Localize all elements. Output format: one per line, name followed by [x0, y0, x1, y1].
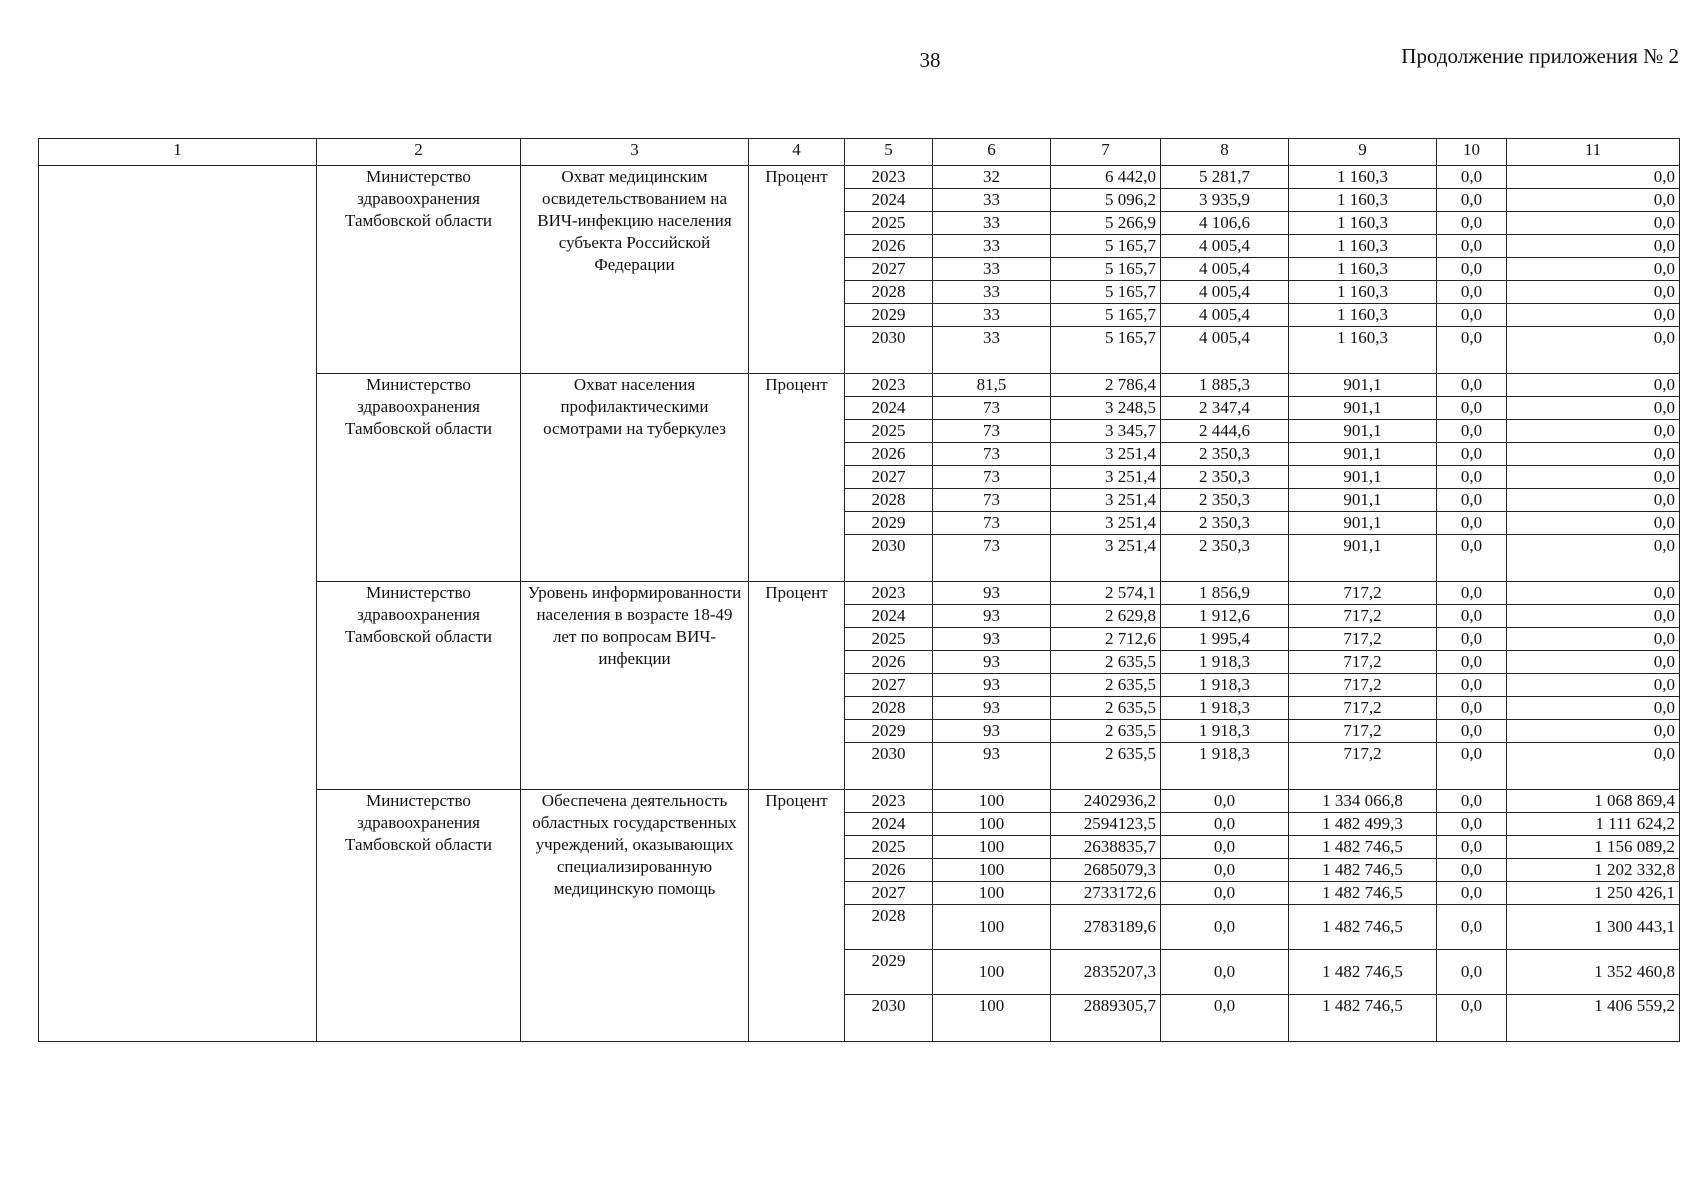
local-budget-cell: 0,0 — [1437, 582, 1507, 605]
table-body — [39, 166, 1680, 1042]
unit-cell: Процент — [749, 374, 845, 582]
local-budget-cell: 0,0 — [1437, 950, 1507, 995]
indicator-value-cell: 33 — [933, 281, 1051, 304]
column-header: 10 — [1437, 139, 1507, 166]
regional-budget-cell: 901,1 — [1289, 512, 1437, 535]
regional-budget-cell: 901,1 — [1289, 535, 1437, 582]
federal-budget-cell: 1 918,3 — [1161, 674, 1289, 697]
total-amount-cell: 5 165,7 — [1051, 327, 1161, 374]
total-amount-cell: 2 635,5 — [1051, 651, 1161, 674]
year-cell: 2027 — [845, 882, 933, 905]
year-cell: 2026 — [845, 859, 933, 882]
regional-budget-cell: 1 482 746,5 — [1289, 859, 1437, 882]
local-budget-cell: 0,0 — [1437, 720, 1507, 743]
total-amount-cell: 3 251,4 — [1051, 535, 1161, 582]
regional-budget-cell: 1 160,3 — [1289, 258, 1437, 281]
total-amount-cell: 5 096,2 — [1051, 189, 1161, 212]
unit-cell: Процент — [749, 790, 845, 1042]
year-cell: 2028 — [845, 281, 933, 304]
regional-budget-cell: 901,1 — [1289, 397, 1437, 420]
total-amount-cell: 2 574,1 — [1051, 582, 1161, 605]
org-cell: Министерство здравоохранения Тамбовской области — [317, 790, 521, 1042]
other-sources-cell: 0,0 — [1507, 466, 1680, 489]
federal-budget-cell: 2 350,3 — [1161, 443, 1289, 466]
federal-budget-cell: 1 995,4 — [1161, 628, 1289, 651]
federal-budget-cell: 4 005,4 — [1161, 327, 1289, 374]
local-budget-cell: 0,0 — [1437, 304, 1507, 327]
indicator-value-cell: 73 — [933, 512, 1051, 535]
other-sources-cell: 0,0 — [1507, 720, 1680, 743]
total-amount-cell: 2889305,7 — [1051, 995, 1161, 1042]
local-budget-cell: 0,0 — [1437, 605, 1507, 628]
federal-budget-cell: 1 918,3 — [1161, 720, 1289, 743]
other-sources-cell: 0,0 — [1507, 397, 1680, 420]
indicator-value-cell: 81,5 — [933, 374, 1051, 397]
year-cell: 2024 — [845, 189, 933, 212]
federal-budget-cell: 1 918,3 — [1161, 743, 1289, 790]
table-row — [39, 166, 1680, 189]
indicator-name-cell: Обеспечена деятельность областных государственных учреждений, оказывающих специализированную медицинскую помощь — [521, 790, 749, 1042]
regional-budget-cell: 717,2 — [1289, 582, 1437, 605]
total-amount-cell: 5 165,7 — [1051, 304, 1161, 327]
indicator-value-cell: 33 — [933, 189, 1051, 212]
year-cell: 2023 — [845, 790, 933, 813]
page-number: 38 — [919, 48, 941, 72]
local-budget-cell: 0,0 — [1437, 374, 1507, 397]
federal-budget-cell: 1 856,9 — [1161, 582, 1289, 605]
indicator-value-cell: 100 — [933, 950, 1051, 995]
total-amount-cell: 2 635,5 — [1051, 697, 1161, 720]
other-sources-cell: 0,0 — [1507, 374, 1680, 397]
year-cell: 2030 — [845, 327, 933, 374]
year-cell: 2026 — [845, 651, 933, 674]
other-sources-cell: 0,0 — [1507, 281, 1680, 304]
other-sources-cell: 0,0 — [1507, 166, 1680, 189]
federal-budget-cell: 2 444,6 — [1161, 420, 1289, 443]
local-budget-cell: 0,0 — [1437, 813, 1507, 836]
year-cell: 2023 — [845, 374, 933, 397]
federal-budget-cell: 2 350,3 — [1161, 466, 1289, 489]
year-cell: 2029 — [845, 720, 933, 743]
indicator-value-cell: 93 — [933, 582, 1051, 605]
year-cell: 2024 — [845, 397, 933, 420]
column-header: 9 — [1289, 139, 1437, 166]
unit-cell: Процент — [749, 166, 845, 374]
indicator-name-cell: Охват населения профилактическими осмотрами на туберкулез — [521, 374, 749, 582]
regional-budget-cell: 1 482 746,5 — [1289, 882, 1437, 905]
regional-budget-cell: 901,1 — [1289, 489, 1437, 512]
other-sources-cell: 0,0 — [1507, 189, 1680, 212]
year-cell: 2029 — [845, 950, 933, 995]
year-cell: 2024 — [845, 605, 933, 628]
other-sources-cell: 1 406 559,2 — [1507, 995, 1680, 1042]
other-sources-cell: 0,0 — [1507, 258, 1680, 281]
indicator-value-cell: 73 — [933, 420, 1051, 443]
local-budget-cell: 0,0 — [1437, 836, 1507, 859]
federal-budget-cell: 0,0 — [1161, 882, 1289, 905]
regional-budget-cell: 1 160,3 — [1289, 212, 1437, 235]
federal-budget-cell: 5 281,7 — [1161, 166, 1289, 189]
column-header: 7 — [1051, 139, 1161, 166]
regional-budget-cell: 1 482 746,5 — [1289, 836, 1437, 859]
total-amount-cell: 3 251,4 — [1051, 466, 1161, 489]
regional-budget-cell: 1 482 746,5 — [1289, 950, 1437, 995]
year-cell: 2023 — [845, 166, 933, 189]
indicator-value-cell: 93 — [933, 743, 1051, 790]
year-cell: 2026 — [845, 235, 933, 258]
year-cell: 2023 — [845, 582, 933, 605]
federal-budget-cell: 1 918,3 — [1161, 651, 1289, 674]
year-cell: 2028 — [845, 697, 933, 720]
federal-budget-cell: 0,0 — [1161, 905, 1289, 950]
indicator-value-cell: 100 — [933, 995, 1051, 1042]
federal-budget-cell: 0,0 — [1161, 859, 1289, 882]
local-budget-cell: 0,0 — [1437, 535, 1507, 582]
total-amount-cell: 3 251,4 — [1051, 489, 1161, 512]
local-budget-cell: 0,0 — [1437, 995, 1507, 1042]
org-cell: Министерство здравоохранения Тамбовской области — [317, 374, 521, 582]
local-budget-cell: 0,0 — [1437, 166, 1507, 189]
local-budget-cell: 0,0 — [1437, 697, 1507, 720]
total-amount-cell: 2835207,3 — [1051, 950, 1161, 995]
regional-budget-cell: 1 482 746,5 — [1289, 905, 1437, 950]
federal-budget-cell: 4 005,4 — [1161, 281, 1289, 304]
regional-budget-cell: 1 160,3 — [1289, 166, 1437, 189]
regional-budget-cell: 717,2 — [1289, 743, 1437, 790]
indicator-value-cell: 100 — [933, 836, 1051, 859]
total-amount-cell: 2733172,6 — [1051, 882, 1161, 905]
column-header: 5 — [845, 139, 933, 166]
total-amount-cell: 5 165,7 — [1051, 281, 1161, 304]
indicator-value-cell: 73 — [933, 443, 1051, 466]
regional-budget-cell: 1 482 499,3 — [1289, 813, 1437, 836]
page-caption: Продолжение приложения № 2 — [1401, 44, 1679, 68]
regional-budget-cell: 717,2 — [1289, 697, 1437, 720]
local-budget-cell: 0,0 — [1437, 859, 1507, 882]
regional-budget-cell: 1 160,3 — [1289, 304, 1437, 327]
year-cell: 2029 — [845, 304, 933, 327]
federal-budget-cell: 2 350,3 — [1161, 535, 1289, 582]
indicator-value-cell: 93 — [933, 628, 1051, 651]
total-amount-cell: 5 165,7 — [1051, 235, 1161, 258]
org-cell: Министерство здравоохранения Тамбовской области — [317, 582, 521, 790]
total-amount-cell: 2 635,5 — [1051, 743, 1161, 790]
column-header: 6 — [933, 139, 1051, 166]
year-cell: 2025 — [845, 836, 933, 859]
federal-budget-cell: 3 935,9 — [1161, 189, 1289, 212]
federal-budget-cell: 1 918,3 — [1161, 697, 1289, 720]
column-header: 2 — [317, 139, 521, 166]
federal-budget-cell: 0,0 — [1161, 790, 1289, 813]
federal-budget-cell: 1 912,6 — [1161, 605, 1289, 628]
year-cell: 2027 — [845, 674, 933, 697]
other-sources-cell: 0,0 — [1507, 743, 1680, 790]
federal-budget-cell: 0,0 — [1161, 813, 1289, 836]
indicator-name-cell: Уровень информированности населения в возрасте 18-49 лет по вопросам ВИЧ-инфекции — [521, 582, 749, 790]
year-cell: 2030 — [845, 535, 933, 582]
federal-budget-cell: 4 005,4 — [1161, 304, 1289, 327]
indicator-value-cell: 73 — [933, 466, 1051, 489]
indicator-value-cell: 33 — [933, 212, 1051, 235]
year-cell: 2030 — [845, 995, 933, 1042]
indicator-value-cell: 73 — [933, 489, 1051, 512]
other-sources-cell: 0,0 — [1507, 651, 1680, 674]
regional-budget-cell: 1 482 746,5 — [1289, 995, 1437, 1042]
indicator-name-cell: Охват медицинским освидетельствованием на ВИЧ-инфекцию населения субъекта Российской Федерации — [521, 166, 749, 374]
year-cell: 2027 — [845, 258, 933, 281]
year-cell: 2025 — [845, 420, 933, 443]
total-amount-cell: 6 442,0 — [1051, 166, 1161, 189]
local-budget-cell: 0,0 — [1437, 882, 1507, 905]
regional-budget-cell: 717,2 — [1289, 651, 1437, 674]
regional-budget-cell: 717,2 — [1289, 674, 1437, 697]
other-sources-cell: 0,0 — [1507, 674, 1680, 697]
indicator-value-cell: 93 — [933, 697, 1051, 720]
local-budget-cell: 0,0 — [1437, 790, 1507, 813]
total-amount-cell: 5 165,7 — [1051, 258, 1161, 281]
column-header: 3 — [521, 139, 749, 166]
year-cell: 2030 — [845, 743, 933, 790]
indicator-value-cell: 33 — [933, 235, 1051, 258]
local-budget-cell: 0,0 — [1437, 327, 1507, 374]
total-amount-cell: 2638835,7 — [1051, 836, 1161, 859]
other-sources-cell: 0,0 — [1507, 535, 1680, 582]
regional-budget-cell: 901,1 — [1289, 420, 1437, 443]
unit-cell: Процент — [749, 582, 845, 790]
other-sources-cell: 0,0 — [1507, 304, 1680, 327]
report-table — [38, 138, 1680, 1042]
local-budget-cell: 0,0 — [1437, 212, 1507, 235]
regional-budget-cell: 1 334 066,8 — [1289, 790, 1437, 813]
local-budget-cell: 0,0 — [1437, 235, 1507, 258]
other-sources-cell: 0,0 — [1507, 512, 1680, 535]
total-amount-cell: 2685079,3 — [1051, 859, 1161, 882]
total-amount-cell: 2594123,5 — [1051, 813, 1161, 836]
regional-budget-cell: 1 160,3 — [1289, 281, 1437, 304]
year-cell: 2024 — [845, 813, 933, 836]
regional-budget-cell: 901,1 — [1289, 374, 1437, 397]
indicator-value-cell: 100 — [933, 859, 1051, 882]
total-amount-cell: 2 635,5 — [1051, 720, 1161, 743]
regional-budget-cell: 717,2 — [1289, 720, 1437, 743]
indicator-value-cell: 33 — [933, 304, 1051, 327]
indicator-value-cell: 100 — [933, 790, 1051, 813]
column-header: 1 — [39, 139, 317, 166]
other-sources-cell: 0,0 — [1507, 327, 1680, 374]
local-budget-cell: 0,0 — [1437, 651, 1507, 674]
indicator-value-cell: 100 — [933, 813, 1051, 836]
indicator-value-cell: 32 — [933, 166, 1051, 189]
indicator-value-cell: 100 — [933, 905, 1051, 950]
local-budget-cell: 0,0 — [1437, 258, 1507, 281]
total-amount-cell: 2 629,8 — [1051, 605, 1161, 628]
federal-budget-cell: 2 350,3 — [1161, 512, 1289, 535]
org-cell: Министерство здравоохранения Тамбовской области — [317, 166, 521, 374]
indicator-value-cell: 100 — [933, 882, 1051, 905]
year-cell: 2026 — [845, 443, 933, 466]
total-amount-cell: 2402936,2 — [1051, 790, 1161, 813]
other-sources-cell: 0,0 — [1507, 628, 1680, 651]
other-sources-cell: 1 068 869,4 — [1507, 790, 1680, 813]
local-budget-cell: 0,0 — [1437, 905, 1507, 950]
other-sources-cell: 1 352 460,8 — [1507, 950, 1680, 995]
regional-budget-cell: 1 160,3 — [1289, 327, 1437, 374]
federal-budget-cell: 0,0 — [1161, 836, 1289, 859]
other-sources-cell: 0,0 — [1507, 420, 1680, 443]
regional-budget-cell: 901,1 — [1289, 443, 1437, 466]
other-sources-cell: 0,0 — [1507, 697, 1680, 720]
federal-budget-cell: 4 005,4 — [1161, 235, 1289, 258]
empty-column-cell — [39, 166, 317, 1042]
indicator-value-cell: 93 — [933, 605, 1051, 628]
indicator-value-cell: 73 — [933, 397, 1051, 420]
other-sources-cell: 1 156 089,2 — [1507, 836, 1680, 859]
regional-budget-cell: 1 160,3 — [1289, 235, 1437, 258]
federal-budget-cell: 4 106,6 — [1161, 212, 1289, 235]
local-budget-cell: 0,0 — [1437, 189, 1507, 212]
local-budget-cell: 0,0 — [1437, 512, 1507, 535]
year-cell: 2028 — [845, 905, 933, 950]
column-header: 8 — [1161, 139, 1289, 166]
indicator-value-cell: 93 — [933, 651, 1051, 674]
other-sources-cell: 0,0 — [1507, 582, 1680, 605]
local-budget-cell: 0,0 — [1437, 397, 1507, 420]
federal-budget-cell: 0,0 — [1161, 950, 1289, 995]
total-amount-cell: 3 345,7 — [1051, 420, 1161, 443]
year-cell: 2027 — [845, 466, 933, 489]
year-cell: 2028 — [845, 489, 933, 512]
local-budget-cell: 0,0 — [1437, 674, 1507, 697]
regional-budget-cell: 717,2 — [1289, 605, 1437, 628]
indicator-value-cell: 93 — [933, 720, 1051, 743]
other-sources-cell: 0,0 — [1507, 489, 1680, 512]
column-number-row — [39, 139, 1680, 166]
total-amount-cell: 2 712,6 — [1051, 628, 1161, 651]
total-amount-cell: 2 635,5 — [1051, 674, 1161, 697]
federal-budget-cell: 1 885,3 — [1161, 374, 1289, 397]
local-budget-cell: 0,0 — [1437, 420, 1507, 443]
other-sources-cell: 1 250 426,1 — [1507, 882, 1680, 905]
other-sources-cell: 1 300 443,1 — [1507, 905, 1680, 950]
indicator-value-cell: 93 — [933, 674, 1051, 697]
other-sources-cell: 0,0 — [1507, 605, 1680, 628]
local-budget-cell: 0,0 — [1437, 743, 1507, 790]
year-cell: 2029 — [845, 512, 933, 535]
local-budget-cell: 0,0 — [1437, 281, 1507, 304]
year-cell: 2025 — [845, 628, 933, 651]
total-amount-cell: 3 248,5 — [1051, 397, 1161, 420]
federal-budget-cell: 0,0 — [1161, 995, 1289, 1042]
other-sources-cell: 1 111 624,2 — [1507, 813, 1680, 836]
total-amount-cell: 2783189,6 — [1051, 905, 1161, 950]
column-header: 11 — [1507, 139, 1680, 166]
regional-budget-cell: 717,2 — [1289, 628, 1437, 651]
other-sources-cell: 0,0 — [1507, 235, 1680, 258]
indicator-value-cell: 33 — [933, 258, 1051, 281]
total-amount-cell: 3 251,4 — [1051, 512, 1161, 535]
local-budget-cell: 0,0 — [1437, 489, 1507, 512]
total-amount-cell: 5 266,9 — [1051, 212, 1161, 235]
regional-budget-cell: 901,1 — [1289, 466, 1437, 489]
regional-budget-cell: 1 160,3 — [1289, 189, 1437, 212]
total-amount-cell: 3 251,4 — [1051, 443, 1161, 466]
year-cell: 2025 — [845, 212, 933, 235]
federal-budget-cell: 4 005,4 — [1161, 258, 1289, 281]
local-budget-cell: 0,0 — [1437, 628, 1507, 651]
local-budget-cell: 0,0 — [1437, 466, 1507, 489]
other-sources-cell: 0,0 — [1507, 443, 1680, 466]
column-header: 4 — [749, 139, 845, 166]
other-sources-cell: 0,0 — [1507, 212, 1680, 235]
other-sources-cell: 1 202 332,8 — [1507, 859, 1680, 882]
federal-budget-cell: 2 350,3 — [1161, 489, 1289, 512]
indicator-value-cell: 33 — [933, 327, 1051, 374]
indicator-value-cell: 73 — [933, 535, 1051, 582]
local-budget-cell: 0,0 — [1437, 443, 1507, 466]
total-amount-cell: 2 786,4 — [1051, 374, 1161, 397]
federal-budget-cell: 2 347,4 — [1161, 397, 1289, 420]
